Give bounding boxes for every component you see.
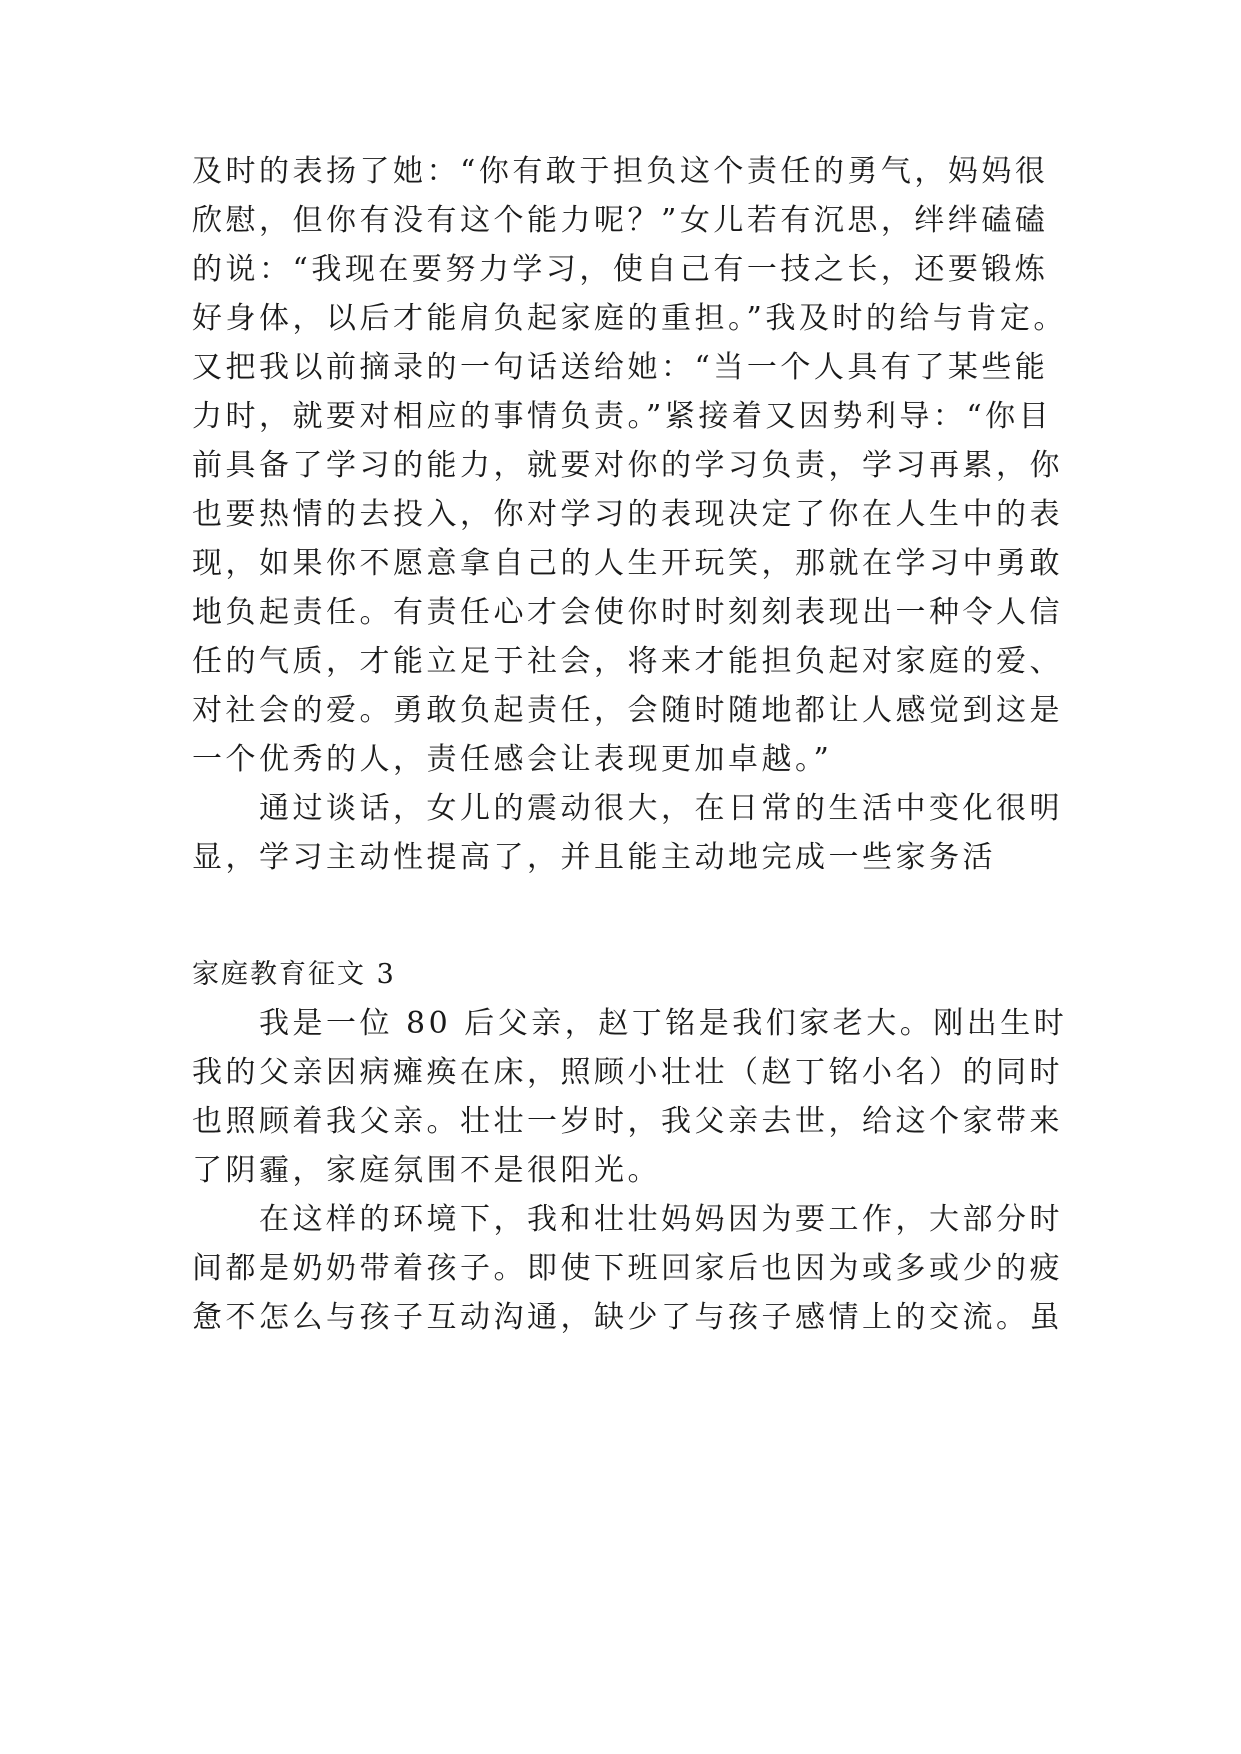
- paragraph-line: 及时的表扬了她：“你有敢于担负这个责任的勇气，妈妈很: [192, 154, 1049, 189]
- paragraph-line: 好身体，以后才能肩负起家庭的重担。”我及时的给与肯定。: [192, 301, 1067, 336]
- paragraph-line: 也要热情的去投入，你对学习的表现决定了你在人生中的表: [192, 497, 1063, 532]
- paragraph-line: 对社会的爱。勇敢负起责任，会随时随地都让人感觉到这是: [192, 693, 1063, 728]
- paragraph-line: 显，学习主动性提高了，并且能主动地完成一些家务活: [192, 840, 996, 875]
- paragraph-line: 一个优秀的人，责任感会让表现更加卓越。”: [192, 742, 833, 777]
- section-heading: 家庭教育征文 3: [192, 959, 396, 990]
- paragraph-line: 前具备了学习的能力，就要对你的学习负责，学习再累，你: [192, 448, 1063, 483]
- paragraph-line: 欣慰，但你有没有这个能力呢？”女儿若有沉思，绊绊磕磕: [192, 203, 1049, 238]
- paragraph-line: 通过谈话，女儿的震动很大，在日常的生活中变化很明: [192, 791, 1063, 826]
- paragraph-line: 我是一位 80 后父亲，赵丁铭是我们家老大。刚出生时: [192, 1006, 1068, 1041]
- paragraph-line: 我的父亲因病瘫痪在床，照顾小壮壮（赵丁铭小名）的同时: [192, 1055, 1063, 1090]
- paragraph-line: 地负起责任。有责任心才会使你时时刻刻表现出一种令人信: [192, 595, 1063, 630]
- paragraph-line: 力时，就要对相应的事情负责。”紧接着又因势利导：“你目: [192, 399, 1053, 434]
- paragraph-line: 间都是奶奶带着孩子。即使下班回家后也因为或多或少的疲: [192, 1251, 1063, 1286]
- paragraph-line: 惫不怎么与孩子互动沟通，缺少了与孩子感情上的交流。虽: [192, 1300, 1063, 1335]
- paragraph-line: 也照顾着我父亲。壮壮一岁时，我父亲去世，给这个家带来: [192, 1104, 1063, 1139]
- paragraph-line: 在这样的环境下，我和壮壮妈妈因为要工作，大部分时: [192, 1202, 1063, 1237]
- paragraph-line: 任的气质，才能立足于社会，将来才能担负起对家庭的爱、: [192, 644, 1063, 679]
- paragraph-line: 了阴霾，家庭氛围不是很阳光。: [192, 1153, 661, 1188]
- paragraph-line: 的说：“我现在要努力学习，使自己有一技之长，还要锻炼: [192, 252, 1049, 287]
- paragraph-line: 又把我以前摘录的一句话送给她：“当一个人具有了某些能: [192, 350, 1049, 385]
- paragraph-line: 现，如果你不愿意拿自己的人生开玩笑，那就在学习中勇敢: [192, 546, 1063, 581]
